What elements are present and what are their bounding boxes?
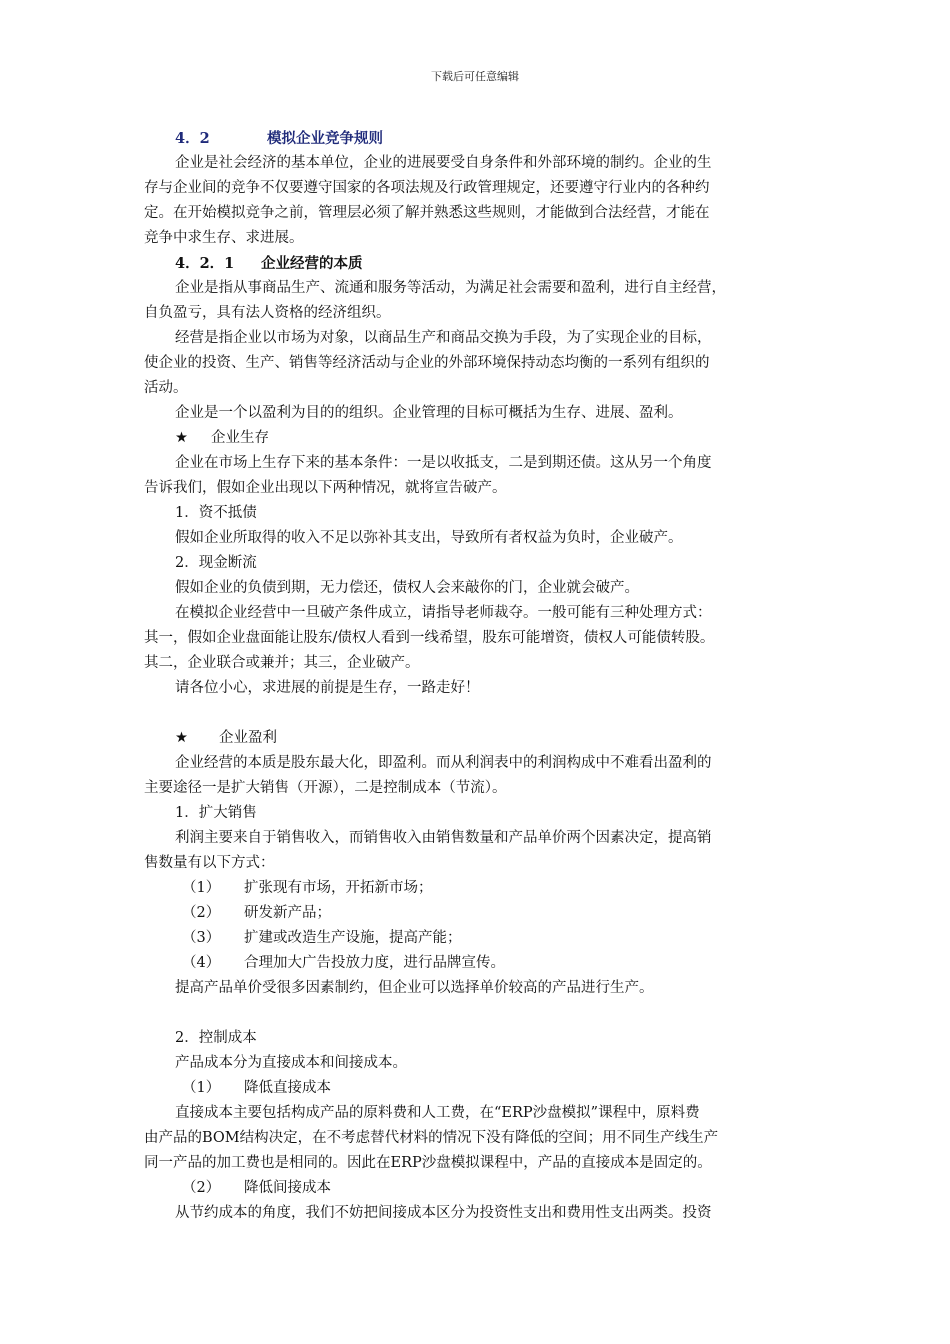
list-item-number: （3）: [182, 930, 221, 946]
star-heading-profit: [144, 726, 814, 751]
paragraph-line: 主要途径一是扩大销售（开源），二是控制成本（节流）。: [144, 780, 507, 796]
list-item: [144, 951, 814, 976]
paragraph-line: 请各位小心，求进展的前提是生存，一路走好！: [175, 680, 480, 696]
list-item-number: （4）: [182, 955, 221, 971]
section-number: 4．2: [175, 130, 210, 147]
star-heading-label: 企业生存: [211, 430, 269, 446]
subsection-number: 4．2．1: [175, 255, 235, 272]
paragraph-line: 活动。: [144, 380, 188, 396]
list-item-text: 扩建或改造生产设施，提高产能；: [244, 930, 462, 946]
list-item-text: 合理加大广告投放力度，进行品牌宣传。: [244, 955, 505, 971]
list-item-number: （2）: [182, 905, 221, 921]
blank-line: [144, 1001, 814, 1026]
list-item-number: （1）: [182, 1080, 221, 1096]
paragraph-line: 存与企业间的竞争不仅要遵守国家的各项法规及行政管理规定，还要遵守行业内的各种约: [144, 180, 710, 196]
list-item: [144, 1176, 814, 1201]
subsection-heading: [144, 251, 814, 276]
paragraph-line: 产品成本分为直接成本和间接成本。: [175, 1055, 407, 1071]
numbered-item: 1．资不抵债: [175, 505, 257, 521]
paragraph-line: 由产品的BOM结构决定，在不考虑替代材料的情况下没有降低的空间；用不同生产线生产: [144, 1130, 719, 1146]
list-item-text: 降低间接成本: [244, 1180, 331, 1196]
blank-line: [144, 701, 814, 726]
paragraph-line: 售数量有以下方式：: [144, 855, 275, 871]
list-item: [144, 876, 814, 901]
paragraph-line: 利润主要来自于销售收入，而销售收入由销售数量和产品单价两个因素决定，提高销: [175, 830, 712, 846]
paragraph-line: 同一产品的加工费也是相同的。因此在ERP沙盘模拟课程中，产品的直接成本是固定的。: [144, 1155, 712, 1171]
paragraph-line: 定。在开始模拟竞争之前，管理层必须了解并熟悉这些规则，才能做到合法经营，才能在: [144, 205, 710, 221]
numbered-item: 2．控制成本: [175, 1030, 257, 1046]
section-heading: [144, 126, 814, 151]
paragraph-line: 企业是一个以盈利为目的的组织。企业管理的目标可概括为生存、进展、盈利。: [175, 405, 683, 421]
list-item-number: （1）: [182, 880, 221, 896]
numbered-item: 1．扩大销售: [175, 805, 257, 821]
paragraph-line: 其一，假如企业盘面能让股东/债权人看到一线希望，股东可能增资，债权人可能债转股。: [144, 630, 715, 646]
list-item: [144, 901, 814, 926]
list-item-text: 降低直接成本: [244, 1080, 331, 1096]
paragraph-line: 在模拟企业经营中一旦破产条件成立，请指导老师裁夺。一般可能有三种处理方式：: [175, 605, 712, 621]
star-heading-survival: [144, 426, 814, 451]
paragraph-line: 假如企业所取得的收入不足以弥补其支出，导致所有者权益为负时，企业破产。: [175, 530, 683, 546]
list-item: [144, 926, 814, 951]
paragraph-line: 其二，企业联合或兼并；其三，企业破产。: [144, 655, 420, 671]
paragraph-line: 企业是社会经济的基本单位，企业的进展要受自身条件和外部环境的制约。企业的生: [175, 155, 712, 171]
list-item: [144, 1076, 814, 1101]
section-title: 模拟企业竞争规则: [267, 130, 383, 147]
paragraph-line: 假如企业的负债到期，无力偿还，债权人会来敲你的门，企业就会破产。: [175, 580, 639, 596]
list-item-number: （2）: [182, 1180, 221, 1196]
paragraph-line: 使企业的投资、生产、销售等经济活动与企业的外部环境保持动态均衡的一系列有组织的: [144, 355, 710, 371]
paragraph-line: 从节约成本的角度，我们不妨把间接成本区分为投资性支出和费用性支出两类。投资: [175, 1205, 712, 1221]
paragraph-line: 直接成本主要包括构成产品的原料费和人工费，在“ERP沙盘模拟”课程中，原料费: [175, 1105, 700, 1121]
subsection-title: 企业经营的本质: [261, 255, 363, 272]
star-heading-label: 企业盈利: [219, 730, 277, 746]
star-icon: ★: [175, 730, 188, 746]
list-item-text: 研发新产品；: [244, 905, 331, 921]
star-icon: ★: [175, 430, 188, 446]
paragraph-line: 企业在市场上生存下来的基本条件：一是以收抵支，二是到期还债。这从另一个角度: [175, 455, 712, 471]
paragraph-line: 提高产品单价受很多因素制约，但企业可以选择单价较高的产品进行生产。: [175, 980, 654, 996]
paragraph-line: 经营是指企业以市场为对象，以商品生产和商品交换为手段，为了实现企业的目标，: [175, 330, 712, 346]
paragraph-line: 企业是指从事商品生产、流通和服务等活动，为满足社会需要和盈利，进行自主经营，: [175, 280, 726, 296]
paragraph-line: 企业经营的本质是股东最大化，即盈利。而从利润表中的利润构成中不难看出盈利的: [175, 755, 712, 771]
document-body: [144, 126, 814, 1226]
numbered-item: 2．现金断流: [175, 555, 257, 571]
list-item-text: 扩张现有市场，开拓新市场；: [244, 880, 433, 896]
paragraph-line: 自负盈亏，具有法人资格的经济组织。: [144, 305, 391, 321]
page-header: 下载后可任意编辑: [431, 70, 519, 83]
paragraph-line: 告诉我们，假如企业出现以下两种情况，就将宣告破产。: [144, 480, 507, 496]
paragraph-line: 竞争中求生存、求进展。: [144, 230, 304, 246]
